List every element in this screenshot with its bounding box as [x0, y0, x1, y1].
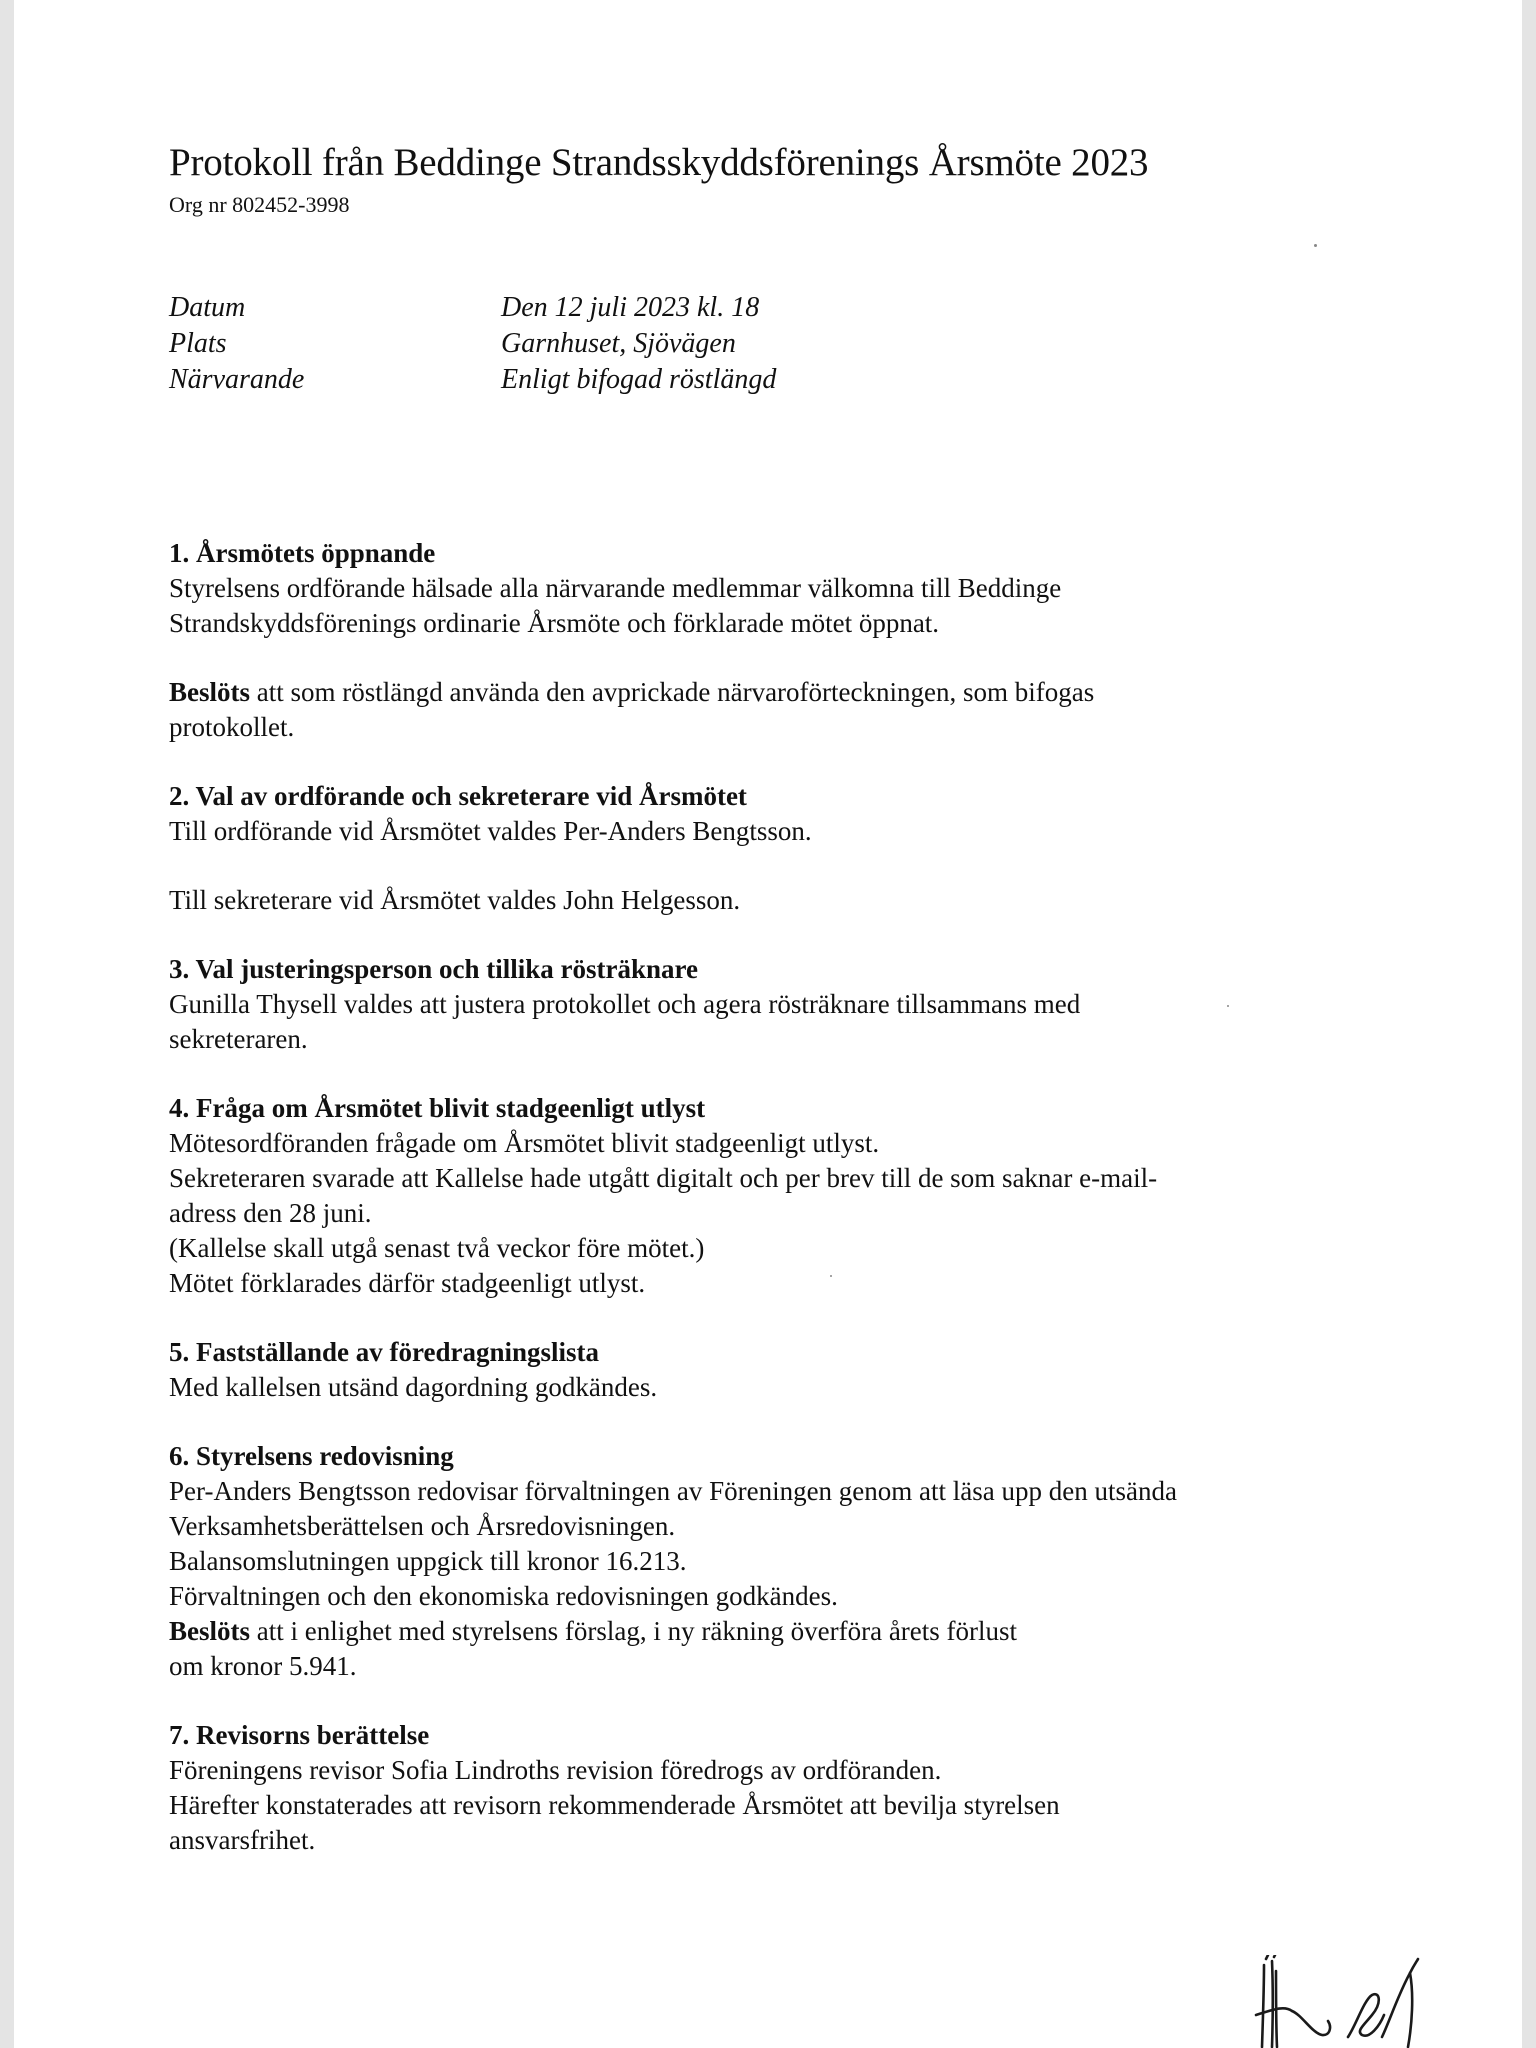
text-line: (Kallelse skall utgå senast två veckor före mötet.) [169, 1233, 705, 1263]
meta-label: Plats [169, 328, 227, 359]
document-title: Protokoll från Beddinge Strandsskyddsförenings Årsmöte 2023 [169, 141, 1149, 184]
section-text [169, 571, 1359, 641]
text-line: om kronor 5.941. [169, 1651, 357, 1681]
decision-keyword: Beslöts [169, 1616, 250, 1646]
text-line [169, 675, 1359, 710]
meeting-details [169, 290, 776, 398]
decision-text [169, 675, 1359, 745]
text-line: protokollet. [169, 712, 295, 742]
decision-text-part: att som röstlängd använda den avprickade närvaroförteckningen, som bifogas [250, 677, 1095, 707]
meta-value: Enligt bifogad röstlängd [501, 364, 777, 395]
text-line: Balansomslutningen uppgick till kronor 16.213. [169, 1546, 687, 1576]
section-heading: 6. Styrelsens redovisning [169, 1441, 454, 1471]
text-line: ansvarsfrihet. [169, 1825, 316, 1855]
document-body [169, 536, 1359, 1892]
text-line: Till sekreterare vid Årsmötet valdes John Helgesson. [169, 885, 741, 915]
text-line: Strandskyddsförenings ordinarie Årsmöte och förklarade mötet öppnat. [169, 608, 940, 638]
text-line: Per-Anders Bengtsson redovisar förvaltningen av Föreningen genom att läsa upp den utsända [169, 1476, 1177, 1506]
meta-value: Garnhuset, Sjövägen [501, 328, 736, 359]
text-line: Mötet förklarades därför stadgeenligt utlyst. [169, 1268, 646, 1298]
scan-speck [1227, 1005, 1229, 1007]
text-line: Verksamhetsberättelsen och Årsredovisningen. [169, 1511, 676, 1541]
section-heading: 7. Revisorns berättelse [169, 1720, 430, 1750]
document-page [14, 0, 1522, 2048]
text-line: Härefter konstaterades att revisorn rekommenderade Årsmötet att bevilja styrelsen [169, 1790, 1060, 1820]
decision-text-part: att i enlighet med styrelsens förslag, i ny räkning överföra årets förlust [250, 1616, 1018, 1646]
section-text [169, 814, 1359, 849]
section-heading: 1. Årsmötets öppnande [169, 538, 436, 568]
org-number: Org nr 802452-3998 [169, 192, 350, 217]
section-heading: 2. Val av ordförande och sekreterare vid Årsmötet [169, 781, 747, 811]
text-line: Förvaltningen och den ekonomiska redovisningen godkändes. [169, 1581, 838, 1611]
text-line: Styrelsens ordförande hälsade alla närvarande medlemmar välkomna till Beddinge [169, 573, 1062, 603]
text-line [169, 1614, 1359, 1649]
page-edge-left [0, 0, 14, 2048]
section-7 [169, 1718, 1359, 1858]
meta-label: Datum [169, 292, 246, 323]
section-text [169, 883, 1359, 918]
meta-row-date [169, 290, 776, 326]
scan-speck [830, 1275, 832, 1277]
text-line: Med kallelsen utsänd dagordning godkändes. [169, 1372, 658, 1402]
text-line: Föreningens revisor Sofia Lindroths revision föredrogs av ordföranden. [169, 1755, 942, 1785]
text-line: Sekreteraren svarade att Kallelse hade utgått digitalt och per brev till de som saknar e-mail- [169, 1163, 1158, 1193]
section-3 [169, 952, 1359, 1057]
meta-label: Närvarande [169, 364, 305, 395]
section-6 [169, 1439, 1359, 1684]
section-4 [169, 1091, 1359, 1301]
text-line: Gunilla Thysell valdes att justera protokollet och agera rösträknare tillsammans med [169, 989, 1081, 1019]
meta-row-attendees [169, 362, 776, 398]
section-heading: 5. Fastställande av föredragningslista [169, 1337, 600, 1367]
decision-keyword: Beslöts [169, 677, 250, 707]
scan-speck [1314, 244, 1317, 247]
text-line: adress den 28 juni. [169, 1198, 372, 1228]
text-line: sekreteraren. [169, 1024, 308, 1054]
section-5 [169, 1335, 1359, 1405]
text-line: Mötesordföranden frågade om Årsmötet blivit stadgeenligt utlyst. [169, 1128, 880, 1158]
text-line: Till ordförande vid Årsmötet valdes Per-Anders Bengtsson. [169, 816, 812, 846]
signature-image [1252, 1955, 1432, 2048]
section-1 [169, 536, 1359, 745]
section-heading: 3. Val justeringsperson och tillika rösträknare [169, 954, 699, 984]
section-2 [169, 779, 1359, 918]
meta-row-place [169, 326, 776, 362]
page-edge-right [1522, 0, 1536, 2048]
section-heading: 4. Fråga om Årsmötet blivit stadgeenligt utlyst [169, 1093, 706, 1123]
meta-value: Den 12 juli 2023 kl. 18 [501, 292, 760, 323]
